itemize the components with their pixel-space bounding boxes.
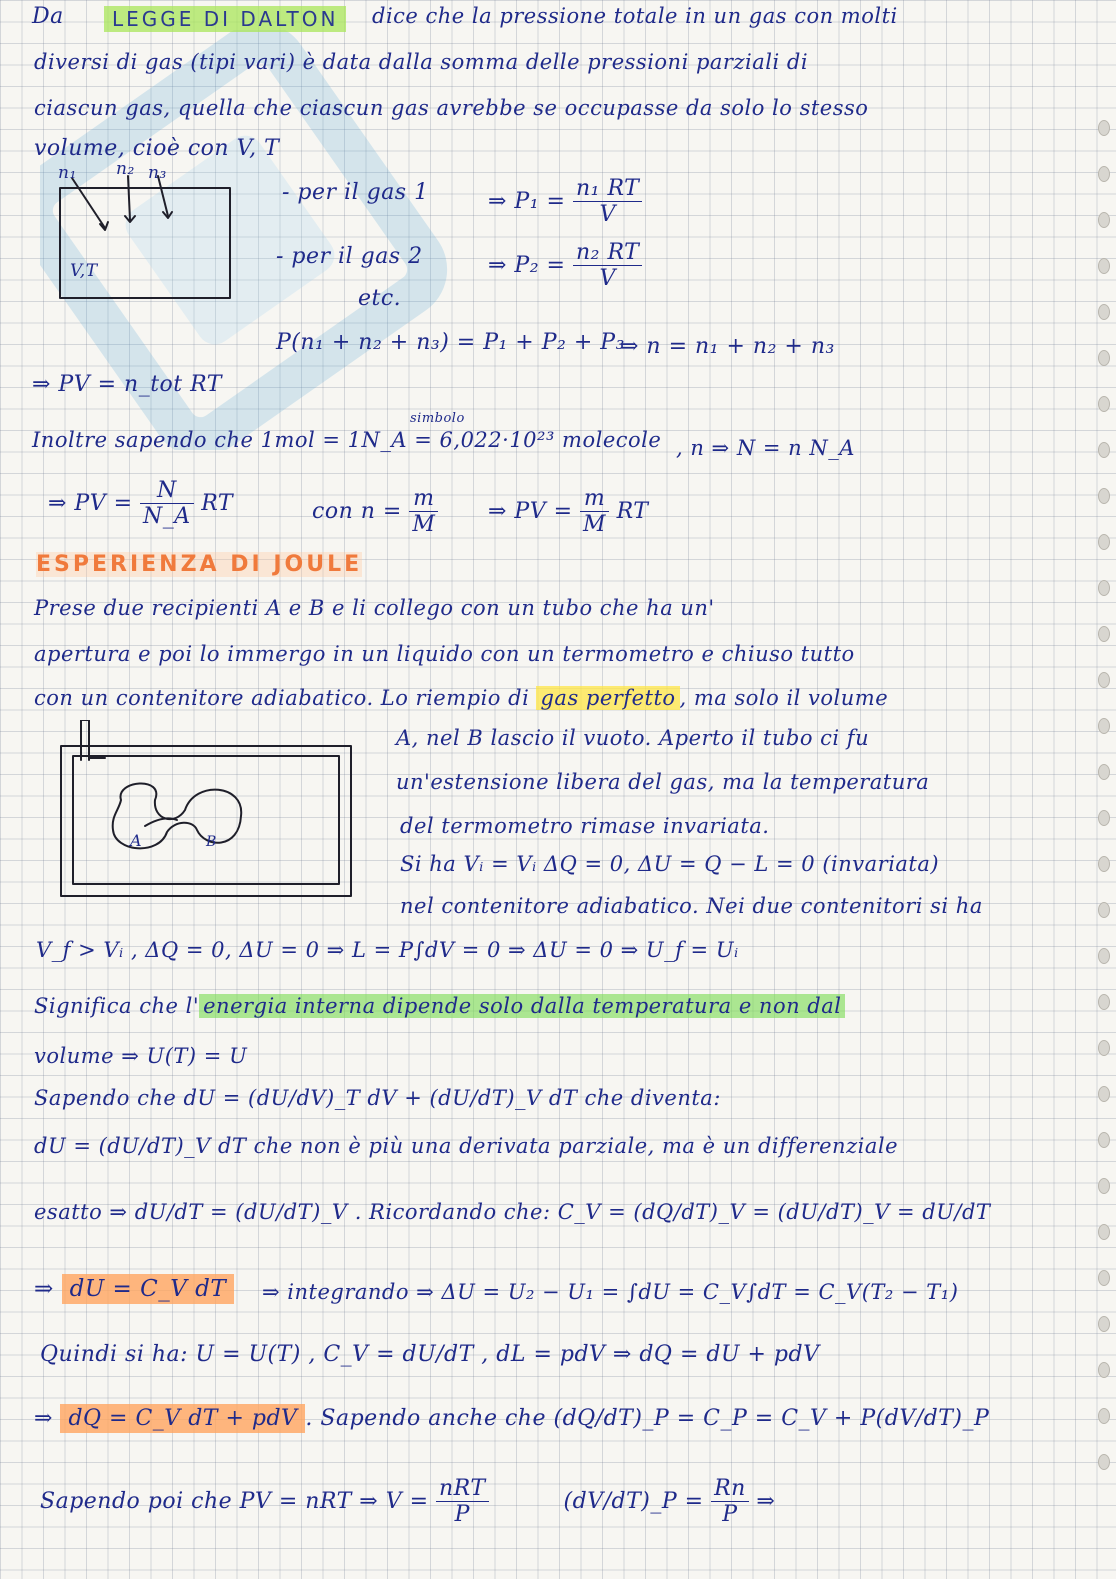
joule-line-2: apertura e poi lo immergo in un liquido con un termometro e chiuso tutto bbox=[34, 642, 855, 666]
joule-line-8: nel contenitore adiabatico. Nei due contenitori si ha bbox=[400, 894, 983, 918]
mole-sum: ⇒ n = n₁ + n₂ + n₃ bbox=[620, 334, 835, 359]
du-cv-line: ⇒ dU = C_V dT bbox=[34, 1276, 234, 1302]
joule-line-5: un'estensione libera del gas, ma la temperatura bbox=[396, 770, 930, 794]
gas-perfetto-highlight: gas perfetto bbox=[536, 686, 679, 710]
volume-line: volume ⇒ U(T) = U bbox=[34, 1044, 248, 1068]
dalton-title: LEGGE DI DALTON bbox=[104, 6, 346, 32]
quindi-line: Quindi si ha: U = U(T) , C_V = dU/dT , dL = pdV ⇒ dQ = dU + pdV bbox=[40, 1342, 820, 1367]
avogadro-line: Inoltre sapendo che 1mol = 1N_A = 6,022·10²³ molecole bbox=[32, 428, 662, 452]
avogadro-note: simbolo bbox=[410, 411, 465, 426]
pressure-sum: P(n₁ + n₂ + n₃) = P₁ + P₂ + P₃ bbox=[276, 330, 625, 355]
internal-energy-highlight: energia interna dipende solo dalla temperatura e non dal bbox=[199, 994, 845, 1018]
pv-n-equation: ⇒ PV = $\frac{N}{N\_A}$ RT bbox=[48, 478, 234, 530]
box-n2: n₂ bbox=[116, 159, 135, 179]
pv-tot: ⇒ PV = n_tot RT bbox=[32, 372, 222, 397]
dq-line: ⇒ dQ = C_V dT + pdV . Sapendo anche che (dQ/dT)_P = C_P = C_V + P(dV/dT)_P bbox=[34, 1406, 990, 1431]
final-line: Sapendo poi che PV = nRT ⇒ V = $\frac{\text{nRT}}{P}$ (dV/dT)_P = $\frac{Rn}{P}$ ⇒ bbox=[40, 1476, 776, 1528]
sapendo-du-line: Sapendo che dU = (dU/dV)_T dV + (dU/dT)_V dT che diventa: bbox=[34, 1086, 721, 1110]
dalton-line-3: ciascun gas, quella che ciascun gas avrebbe se occupasse da solo lo stesso bbox=[34, 96, 869, 120]
box-n3: n₃ bbox=[148, 163, 167, 183]
dalton-line-2: diversi di gas (tipi vari) è data dalla somma delle pressioni parziali di bbox=[34, 50, 809, 74]
gas-2-label: - per il gas 2 bbox=[276, 244, 423, 269]
vessel-a-label: A bbox=[130, 831, 143, 850]
n-def: con n = $\frac{m}{M}$ bbox=[312, 486, 438, 538]
du-cv-highlight: dU = C_V dT bbox=[62, 1274, 235, 1304]
dq-highlight: dQ = C_V dT + pdV bbox=[60, 1404, 305, 1433]
box-vt: V,T bbox=[70, 261, 98, 281]
avogadro-n: , n ⇒ N = n N_A bbox=[676, 436, 855, 460]
pv-m-equation: ⇒ PV = $\frac{m}{M}$ RT bbox=[488, 486, 649, 538]
joule-apparatus-sketch bbox=[55, 720, 375, 900]
significa-line: Significa che l' energia interna dipende solo dalla temperatura e non dal bbox=[34, 994, 845, 1018]
exact-differential-line: dU = (dU/dT)_V dT che non è più una derivata parziale, ma è un differenziale bbox=[34, 1134, 899, 1158]
joule-line-6: del termometro rimase invariata. bbox=[400, 814, 770, 838]
etc-label: etc. bbox=[358, 286, 402, 311]
joule-line-3: con un contenitore adiabatico. Lo riempio di gas perfetto , ma solo il volume bbox=[34, 686, 889, 710]
joule-title: ESPERIENZA DI JOULE bbox=[36, 552, 363, 577]
gas-1-eq: ⇒ P₁ = $\frac{\text{n₁ RT}}{V}$ bbox=[488, 176, 642, 228]
integration-line: ⇒ integrando ⇒ ΔU = U₂ − U₁ = ∫dU = C_V∫dT = C_V(T₂ − T₁) bbox=[262, 1280, 959, 1304]
gas-1-label: - per il gas 1 bbox=[282, 180, 429, 205]
cv-definition-line: esatto ⇒ dU/dT = (dU/dT)_V . Ricordando che: C_V = (dQ/dT)_V = (dU/dT)_V = dU/dT bbox=[34, 1200, 991, 1224]
dalton-line-1: dice che la pressione totale in un gas con molti bbox=[372, 4, 898, 28]
joule-line-4: A, nel B lascio il vuoto. Aperto il tubo ci fu bbox=[396, 726, 870, 750]
box-n1: n₁ bbox=[58, 163, 77, 183]
joule-line-9: V_f > Vᵢ , ΔQ = 0, ΔU = 0 ⇒ L = P∫dV = 0 ⇒ ΔU = 0 ⇒ U_f = Uᵢ bbox=[36, 938, 739, 962]
dalton-label: Da bbox=[32, 4, 64, 29]
joule-line-7: Si ha Vᵢ = Vᵢ ΔQ = 0, ΔU = Q − L = 0 (invariata) bbox=[400, 852, 940, 876]
joule-line-1: Prese due recipienti A e B e li collego con un tubo che ha un' bbox=[34, 596, 715, 620]
vessel-b-label: B bbox=[206, 834, 217, 850]
dalton-line-4: volume, cioè con V, T bbox=[34, 136, 280, 161]
gas-2-eq: ⇒ P₂ = $\frac{\text{n₂ RT}}{V}$ bbox=[488, 240, 642, 292]
binder-holes bbox=[1098, 120, 1110, 1520]
